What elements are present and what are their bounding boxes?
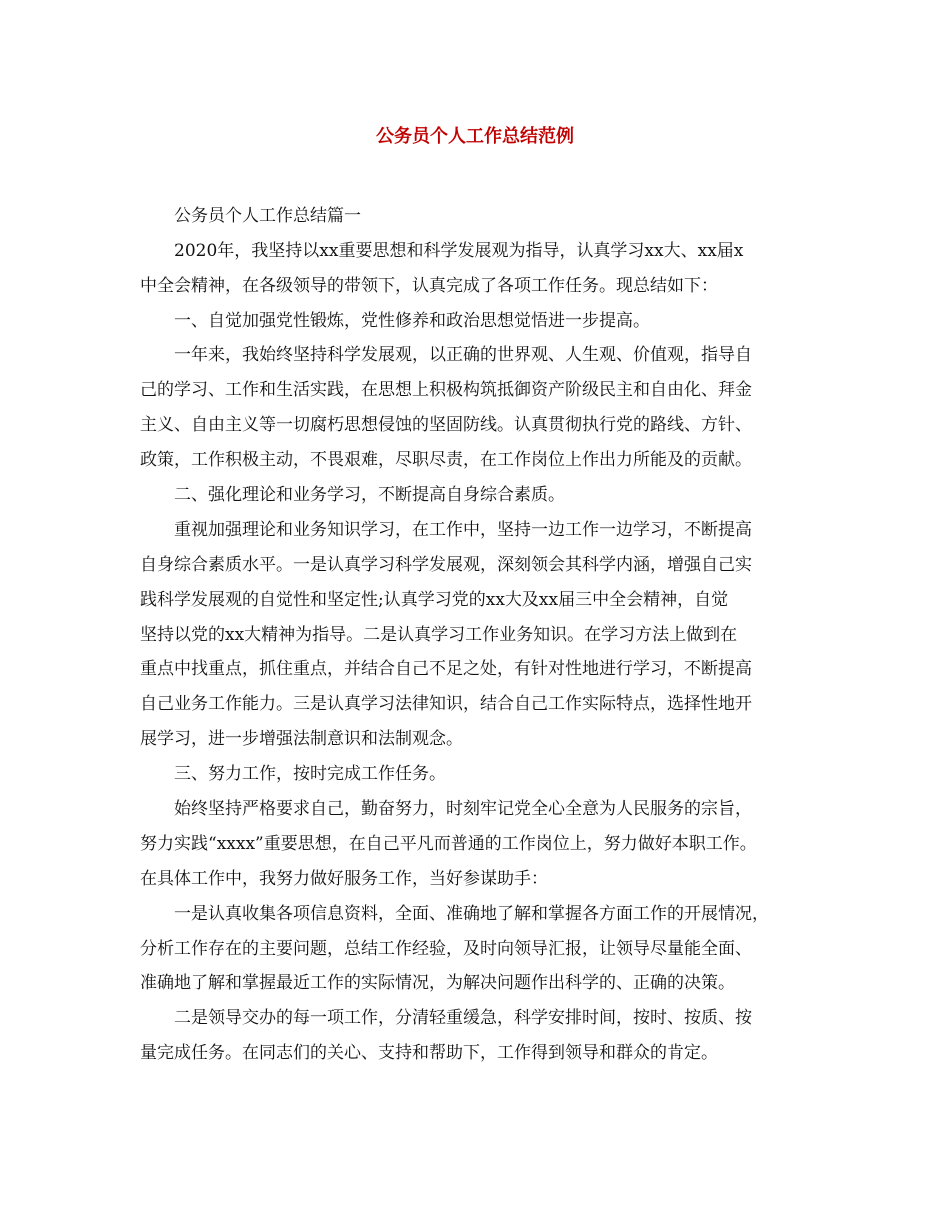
document-line: 主义、自由主义等一切腐朽思想侵蚀的坚固防线。认真贯彻执行党的路线、方针、 <box>140 415 752 436</box>
document-line: 己的学习、工作和生活实践，在思想上积极构筑抵御资产阶级民主和自由化、拜金 <box>140 380 752 401</box>
document-line: 重点中找重点，抓住重点，并结合自己不足之处，有针对性地进行学习，不断提高 <box>140 659 752 680</box>
document-line: 量完成任务。在同志们的关心、支持和帮助下，工作得到领导和群众的肯定。 <box>140 1043 718 1064</box>
document-line: 三、努力工作，按时完成工作任务。 <box>174 764 446 785</box>
document-line: 一年来，我始终坚持科学发展观，以正确的世界观、人生观、价值观，指导自 <box>174 345 752 366</box>
document-line: 展学习，进一步增强法制意识和法制观念。 <box>140 729 463 750</box>
document-line: 中全会精神，在各级领导的带领下，认真完成了各项工作任务。现总结如下： <box>140 275 718 296</box>
document-line: 一、自觉加强党性锻炼，党性修养和政治思想觉悟进一步提高。 <box>174 310 650 331</box>
document-line: 在具体工作中，我努力做好服务工作，当好参谋助手： <box>140 868 548 889</box>
document-line: 践科学发展观的自觉性和坚定性;认真学习党的xx大及xx届三中全会精神，自觉 <box>140 589 729 610</box>
document-line: 坚持以党的xx大精神为指导。二是认真学习工作业务知识。在学习方法上做到在 <box>140 624 738 645</box>
document-line: 二、强化理论和业务学习，不断提高自身综合素质。 <box>174 485 565 506</box>
document-line: 重视加强理论和业务知识学习，在工作中，坚持一边工作一边学习，不断提高 <box>174 519 752 540</box>
document-line: 准确地了解和掌握最近工作的实际情况，为解决问题作出科学的、正确的决策。 <box>140 973 735 994</box>
document-line <box>140 164 810 199</box>
document-line: 政策，工作积极主动，不畏艰难，尽职尽责，在工作岗位上作出力所能及的贡献。 <box>140 450 752 471</box>
document-title: 公务员个人工作总结范例 <box>376 126 574 147</box>
document-body <box>140 164 810 1071</box>
document-line: 二是领导交办的每一项工作，分清轻重缓急，科学安排时间，按时、按质、按 <box>174 1008 752 1029</box>
document-line: 公务员个人工作总结篇一 <box>174 205 361 226</box>
document-line: 自己业务工作能力。三是认真学习法律知识，结合自己工作实际特点，选择性地开 <box>140 694 752 715</box>
document-line: 始终坚持严格要求自己，勤奋努力，时刻牢记党全心全意为人民服务的宗旨， <box>174 799 752 820</box>
document-line: 分析工作存在的主要问题，总结工作经验，及时向领导汇报，让领导尽量能全面、 <box>140 938 752 959</box>
document-line: 2020年，我坚持以xx重要思想和科学发展观为指导，认真学习xx大、xx届x <box>174 240 744 261</box>
document-line: 一是认真收集各项信息资料，全面、准确地了解和掌握各方面工作的开展情况， <box>174 903 769 924</box>
document-line: 努力实践“xxxx”重要思想，在自己平凡而普通的工作岗位上，努力做好本职工作。 <box>140 833 757 854</box>
document-line: 自身综合素质水平。一是认真学习科学发展观，深刻领会其科学内涵，增强自己实 <box>140 554 752 575</box>
